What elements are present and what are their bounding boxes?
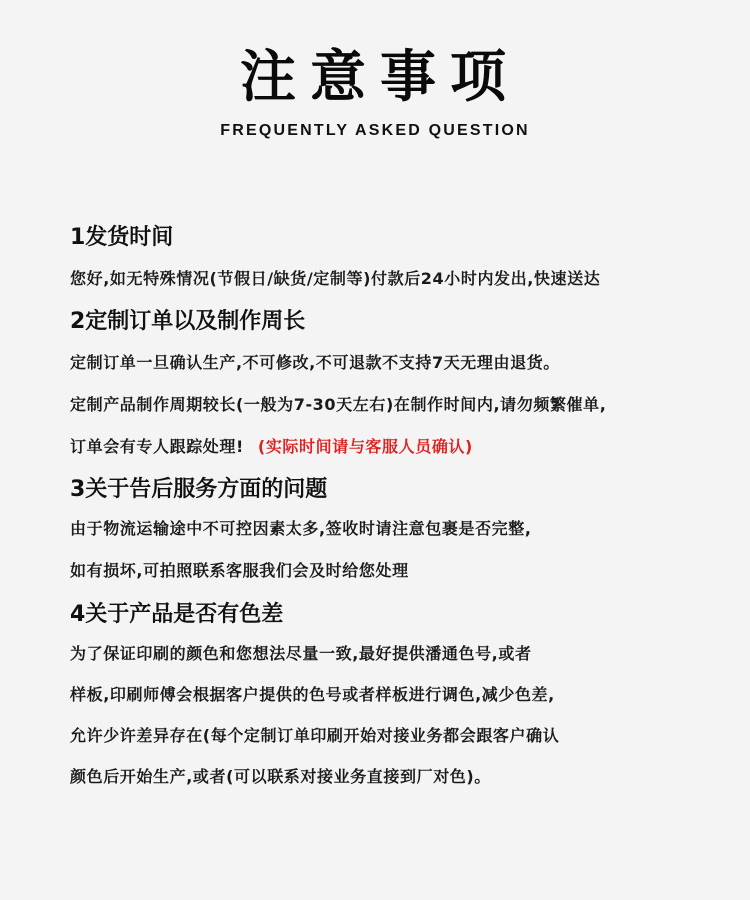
section-line: 定制产品制作周期较长(一般为7-30天左右)在制作时间内,请勿频繁催单, bbox=[70, 395, 607, 414]
section-shipping-time bbox=[70, 223, 720, 290]
section-line: 定制订单一旦确认生产,不可修改,不可退款不支持7天无理由退货。 bbox=[70, 353, 560, 372]
section-after-sales bbox=[70, 475, 720, 582]
section-line: 如有损坏,可拍照联系客服我们会及时给您处理 bbox=[70, 561, 409, 580]
section-line: 颜色后开始生产,或者(可以联系对接业务直接到厂对色)。 bbox=[70, 767, 491, 786]
section-heading: 4关于产品是否有色差 bbox=[70, 602, 284, 627]
section-heading: 2定制订单以及制作周长 bbox=[70, 309, 306, 334]
section-line-with-highlight bbox=[70, 436, 720, 458]
section-line: 样板,印刷师傅会根据客户提供的色号或者样板进行调色,减少色差, bbox=[70, 685, 555, 704]
section-heading: 1发货时间 bbox=[70, 225, 174, 250]
section-line: 您好,如无特殊情况(节假日/缺货/定制等)付款后24小时内发出,快速送达 bbox=[70, 269, 601, 288]
page-subtitle: FREQUENTLY ASKED QUESTION bbox=[220, 122, 530, 139]
section-line: 允许少许差异存在(每个定制订单印刷开始对接业务都会跟客户确认 bbox=[70, 726, 560, 745]
highlight-note: (实际时间请与客服人员确认) bbox=[257, 437, 473, 456]
section-line-text: 订单会有专人跟踪处理! bbox=[70, 437, 244, 456]
section-line: 由于物流运输途中不可控因素太多,签收时请注意包裹是否完整, bbox=[70, 519, 532, 538]
section-line: 为了保证印刷的颜色和您想法尽量一致,最好提供潘通色号,或者 bbox=[70, 644, 532, 663]
section-heading: 3关于告后服务方面的问题 bbox=[70, 477, 328, 502]
page-title: 注意事项 bbox=[240, 45, 520, 110]
section-custom-orders bbox=[70, 307, 720, 458]
section-color-difference bbox=[70, 600, 720, 788]
